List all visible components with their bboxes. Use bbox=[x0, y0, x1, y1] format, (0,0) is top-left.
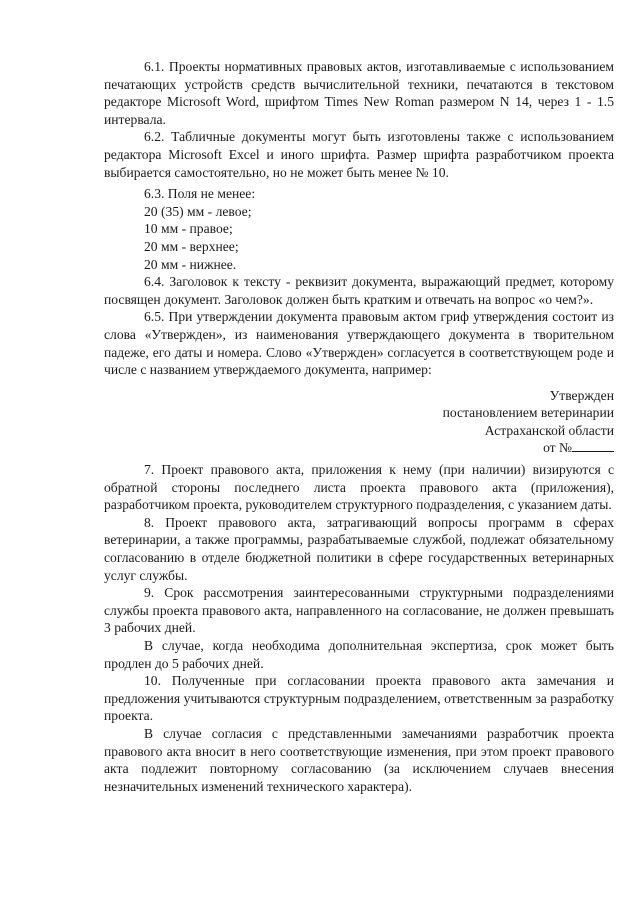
stamp-line-approved: Утвержден bbox=[549, 387, 614, 403]
paragraph-6-2: 6.2. Табличные документы могут быть изготовлены также с использованием редактора Microsoft Excel и иного шрифта. Размер шрифта разработчиком проекта выбирается самостоятельно, но не может быть менее № 10. bbox=[104, 129, 614, 180]
paragraph-6-4: 6.4. Заголовок к тексту - реквизит документа, выражающий предмет, которому посвящен документ. Заголовок должен быть кратким и отвечать на вопрос «о чем?». bbox=[104, 274, 614, 307]
margin-left-item: 20 (35) мм - левое; bbox=[144, 203, 252, 219]
stamp-date-number-label: от № bbox=[543, 440, 572, 456]
paragraph-10-extension: В случае согласия с представленными замечаниями разработчик проекта правового акта вносит в него соответствующие изменения, при этом проект правового акта подлежит повторному согласованию (за исключением случаев внесения незначительных изменений технического характера). bbox=[104, 725, 614, 794]
paragraph-9: 9. Срок рассмотрения заинтересованными структурными подразделениями службы проекта правового акта, направленного на согласование, не должен превышать 3 рабочих дней. bbox=[104, 585, 614, 636]
paragraph-6-5: 6.5. При утверждении документа правовым актом гриф утверждения состоит из слова «Утвержден», из наименования утверждающего документа в творительном падеже, его даты и номера. Слово «Утвержден» согласуется в соответствующем роде и числе с названием утверждаемого документа, например: bbox=[104, 309, 614, 378]
stamp-line-region: Астраханской области bbox=[484, 422, 614, 438]
margin-bottom-item: 20 мм - нижнее. bbox=[144, 256, 237, 272]
approval-stamp bbox=[104, 387, 614, 457]
paragraph-6-1: 6.1. Проекты нормативных правовых актов, изготавливаемые с использованием печатающих устройств средств вычислительной техники, печатаются в текстовом редакторе Microsoft Word, шрифтом Times New Roman размером N 14, через 1 - 1.5 интервала. bbox=[104, 59, 614, 127]
number-blank-line bbox=[572, 439, 614, 452]
margin-top-item: 20 мм - верхнее; bbox=[144, 238, 239, 254]
stamp-line-resolution: постановлением ветеринарии bbox=[442, 405, 614, 421]
paragraph-9-extension: В случае, когда необходима дополнительная экспертиза, срок может быть продлен до 5 рабочих дней. bbox=[104, 638, 614, 671]
paragraph-7: 7. Проект правового акта, приложения к нему (при наличии) визируются с обратной стороны последнего листа проекта правового акта (приложения), разработчиком проекта, руководителем структурного подразделения, с указанием даты. bbox=[104, 462, 614, 513]
paragraph-6-3: 6.3. Поля не менее: bbox=[144, 186, 256, 202]
paragraph-8: 8. Проект правового акта, затрагивающий вопросы программ в сферах ветеринарии, а также программы, разрабатываемые службой, подлежат обязательному согласованию в отделе бюджетной политики в сфере государственных ветеринарных услуг службы. bbox=[104, 514, 614, 583]
paragraph-10: 10. Полученные при согласовании проекта правового акта замечания и предложения учитываются структурным подразделением, ответственным за разработку проекта. bbox=[104, 673, 614, 724]
stamp-line-date-number bbox=[104, 439, 614, 457]
margin-right-item: 10 мм - правое; bbox=[144, 221, 233, 237]
